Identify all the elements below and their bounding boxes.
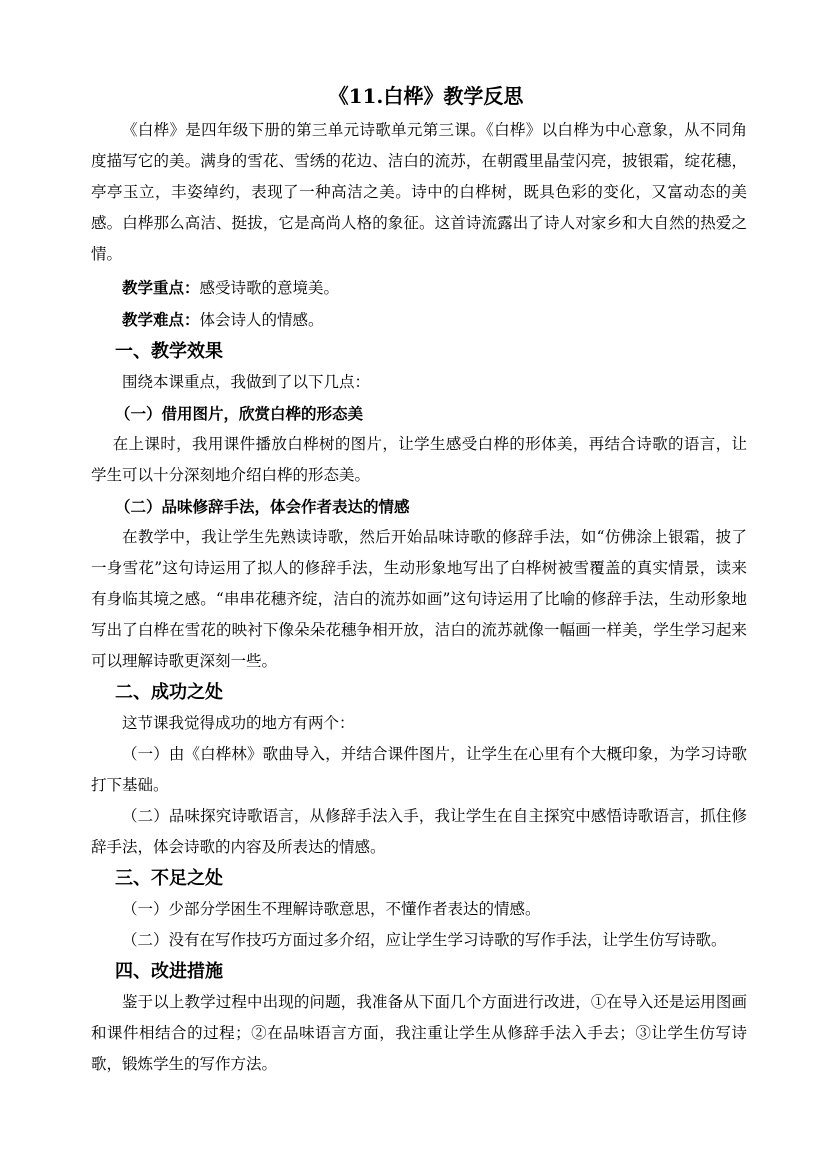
intro-paragraph: 《白桦》是四年级下册的第三单元诗歌单元第三课。《白桦》以白桦为中心意象，从不同角度描写它的美。满身的雪花、雪绣的花边、洁白的流苏，在朝霞里晶莹闪亮，披银霜，绽花穗，亭亭玉立，丰姿绰约，表现了一种高洁之美。诗中的白桦树，既具色彩的变化，又富动态的美感。白桦那么高洁、挺拔，它是高尚人格的象征。这首诗流露出了诗人对家乡和大自然的热爱之情。 — [91, 121, 747, 263]
section3-heading: 三、不足之处 — [115, 868, 223, 889]
document-body — [91, 82, 747, 1080]
section2-heading: 二、成功之处 — [115, 682, 223, 703]
key-point-label: 教学重点： — [122, 278, 200, 297]
key-point-text: 感受诗歌的意境美。 — [199, 279, 340, 297]
section1-heading: 一、教学效果 — [115, 341, 223, 362]
section1-sub1-text: 在上课时，我用课件播放白桦树的图片，让学生感受白桦的形体美，再结合诗歌的语言，让学生可以十分深刻地介绍白桦的形态美。 — [91, 435, 747, 484]
section2-item2: （二）品味探究诗歌语言，从修辞手法入手，我让学生在自主探究中感悟诗歌语言，抓住修辞手法，体会诗歌的内容及所表达的情感。 — [91, 807, 747, 856]
section1-sub2-heading: （二）品味修辞手法，体会作者表达的情感 — [115, 497, 410, 516]
section1-sub1-heading: （一）借用图片，欣赏白桦的形态美 — [115, 404, 364, 423]
section2-lead: 这节课我觉得成功的地方有两个： — [122, 714, 355, 732]
document-title: 《11.白桦》教学反思 — [328, 84, 524, 108]
section3-item1: （一）少部分学困生不理解诗歌意思，不懂作者表达的情感。 — [122, 900, 541, 918]
key-point-line — [91, 272, 747, 304]
section3-item2: （二）没有在写作技巧方面过多介绍，应让学生学习诗歌的写作手法，让学生仿写诗歌。 — [122, 931, 727, 949]
difficulty-line — [91, 304, 747, 336]
difficulty-label: 教学难点： — [122, 310, 200, 329]
section4-heading: 四、改进措施 — [115, 961, 223, 982]
section4-text: 鉴于以上教学过程中出现的问题，我准备从下面几个方面进行改进，①在导入还是运用图画和课件相结合的过程；②在品味语言方面，我注重让学生从修辞手法入手去；③让学生仿写诗歌，锻炼学生的写作方法。 — [91, 993, 747, 1073]
difficulty-text: 体会诗人的情感。 — [199, 311, 324, 329]
section2-item1: （一）由《白桦林》歌曲导入，并结合课件图片，让学生在心里有个大概印象，为学习诗歌打下基础。 — [91, 745, 747, 794]
section1-sub2-text: 在教学中，我让学生先熟读诗歌，然后开始品味诗歌的修辞手法，如“仿佛涂上银霜，披了一身雪花”这句诗运用了拟人的修辞手法，生动形象地写出了白桦树被雪覆盖的真实情景，读来有身临其境之感。“串串花穗齐绽，洁白的流苏如画”这句诗运用了比喻的修辞手法，生动形象地写出了白桦在雪花的映衬下像朵朵花穗争相开放，洁白的流苏就像一幅画一样美，学生学习起来可以理解诗歌更深刻一些。 — [91, 528, 747, 670]
section1-lead: 围绕本课重点，我做到了以下几点： — [122, 373, 371, 391]
